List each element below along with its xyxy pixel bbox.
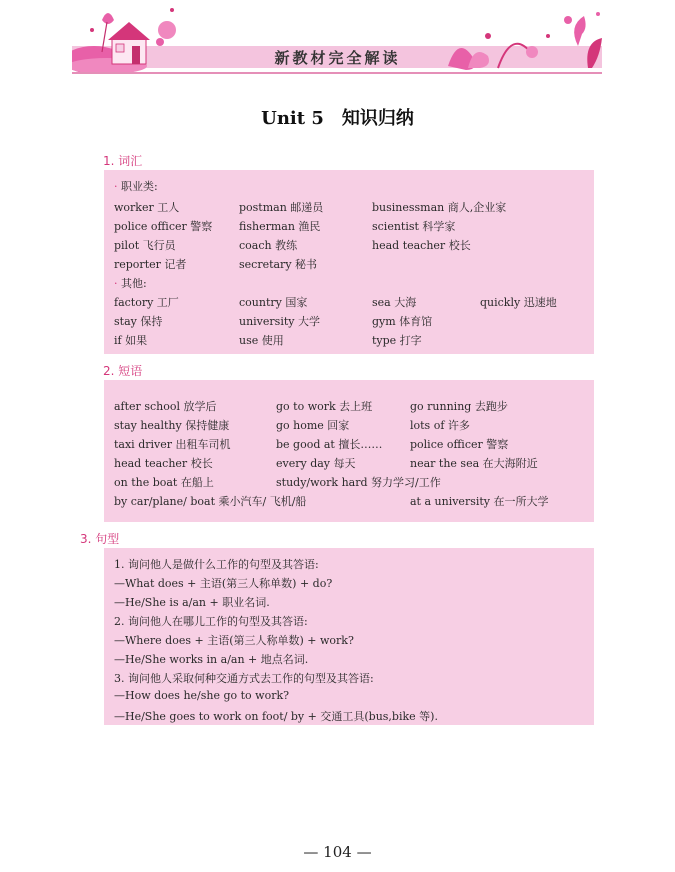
phrase-item: on the boat 在船上: [114, 476, 214, 489]
vocab-item: sea 大海: [372, 296, 417, 309]
sentence-line: —How does he/she go to work?: [114, 689, 290, 702]
vocab-item: coach 教练: [239, 239, 298, 252]
header-rule: [72, 72, 602, 74]
phrase-item: taxi driver 出租车司机: [114, 438, 231, 451]
sentence-line: 1. 询问他人是做什么工作的句型及其答语:: [114, 558, 319, 571]
phrase-item: stay healthy 保持健康: [114, 419, 230, 432]
sentences-box: [104, 548, 594, 725]
page-header: [0, 0, 675, 80]
phrases-box: [104, 380, 594, 522]
phrases-heading: 2. 短语: [103, 364, 143, 378]
page-number: — 104 —: [303, 843, 372, 861]
vocab-item: country 国家: [239, 296, 308, 309]
vocab-item: head teacher 校长: [372, 239, 471, 252]
vocab-item: use 使用: [239, 334, 284, 347]
vocab-item: factory 工厂: [114, 296, 179, 309]
vocab-box: [104, 170, 594, 354]
vocab-item: gym 体育馆: [372, 315, 433, 328]
phrase-item: go running 去跑步: [410, 400, 508, 413]
phrase-item: go home 回家: [276, 419, 350, 432]
phrase-item: go to work 去上班: [276, 400, 373, 413]
sentences-heading: 3. 句型: [80, 532, 120, 546]
sentence-line: —Where does + 主语(第三人称单数) + work?: [114, 634, 354, 647]
phrase-item: lots of 许多: [410, 419, 470, 432]
vocab-item: quickly 迅速地: [480, 296, 557, 309]
vocab-item: scientist 科学家: [372, 220, 456, 233]
sentence-line: 2. 询问他人在哪儿工作的句型及其答语:: [114, 615, 308, 628]
sentence-line: —He/She is a/an + 职业名词.: [114, 596, 270, 609]
phrase-item: study/work hard 努力学习/工作: [276, 476, 441, 489]
phrase-item: police officer 警察: [410, 438, 509, 451]
phrase-item: near the sea 在大海附近: [410, 457, 538, 470]
vocab-item: postman 邮递员: [239, 201, 324, 214]
page-title: Unit 5 知识归纳: [261, 108, 414, 129]
vocab-item: secretary 秘书: [239, 258, 318, 271]
vocab-item: university 大学: [239, 315, 320, 328]
vocab-item: worker 工人: [114, 201, 180, 214]
vocab-item: police officer 警察: [114, 220, 213, 233]
vocab-item: fisherman 渔民: [239, 220, 321, 233]
vocab-item: type 打字: [372, 334, 422, 347]
vocab-group2-label: · 其他:: [114, 277, 147, 290]
phrase-item: be good at 擅长……: [276, 438, 383, 451]
sentence-line: —What does + 主语(第三人称单数) + do?: [114, 577, 333, 590]
phrase-item: after school 放学后: [114, 400, 217, 413]
vocab-item: pilot 飞行员: [114, 239, 176, 252]
sentence-line: 3. 询问他人采取何种交通方式去工作的句型及其答语:: [114, 672, 374, 685]
vocab-item: if 如果: [114, 334, 148, 347]
vocab-item: businessman 商人,企业家: [372, 201, 507, 214]
vocab-group1-label-text: 职业类:: [121, 180, 158, 193]
vocab-group1-label: · 职业类:: [114, 180, 158, 193]
sentence-line: —He/She works in a/an + 地点名词.: [114, 653, 309, 666]
phrase-item: head teacher 校长: [114, 457, 213, 470]
sentence-line: —He/She goes to work on foot/ by + 交通工具(bus,bike 等).: [114, 710, 438, 723]
vocab-heading: 1. 词汇: [103, 154, 143, 168]
vocab-group2-label-text: 其他:: [121, 277, 147, 290]
phrase-item: by car/plane/ boat 乘小汽车/ 飞机/船: [114, 495, 307, 508]
phrase-item: at a university 在一所大学: [410, 495, 549, 508]
phrase-item: every day 每天: [276, 457, 356, 470]
vocab-item: stay 保持: [114, 315, 163, 328]
book-title: 新教材完全解读: [274, 49, 401, 67]
vocab-item: reporter 记者: [114, 258, 187, 271]
